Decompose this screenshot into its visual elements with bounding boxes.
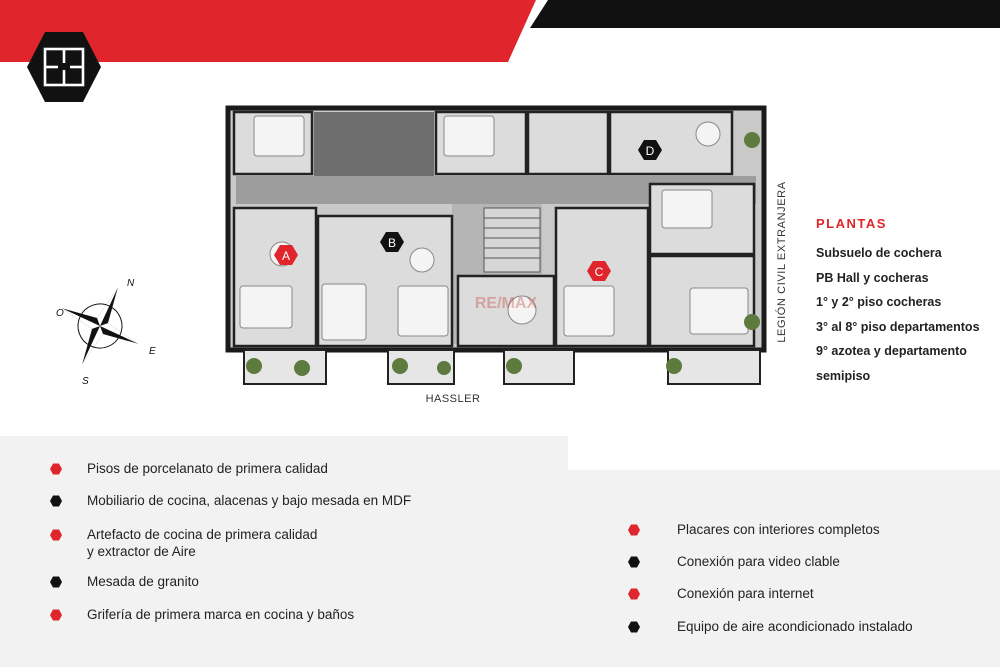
svg-text:A: A bbox=[281, 249, 291, 263]
plantas-item: PB Hall y cocheras bbox=[816, 270, 929, 285]
floor-plan-icon bbox=[26, 30, 102, 104]
feature-item-continued: y extractor de Aire bbox=[87, 544, 196, 559]
hex-bullet-icon bbox=[628, 524, 640, 536]
feature-item: Conexión para internet bbox=[677, 586, 814, 601]
plantas-item: 1° y 2° piso cocheras bbox=[816, 295, 942, 310]
svg-text:C: C bbox=[594, 265, 604, 279]
feature-item: Mobiliario de cocina, alacenas y bajo mesada en MDF bbox=[87, 493, 412, 508]
hex-bullet-icon bbox=[628, 621, 640, 633]
compass-south: S bbox=[82, 376, 89, 387]
compass-rose-icon bbox=[50, 268, 160, 388]
feature-item: Conexión para video clable bbox=[677, 554, 840, 569]
features-panel-right bbox=[568, 470, 1000, 667]
top-banner bbox=[0, 0, 1000, 62]
hex-bullet-icon bbox=[50, 495, 62, 507]
feature-item: Artefacto de cocina de primera calidad bbox=[87, 527, 318, 542]
hex-bullet-icon bbox=[50, 576, 62, 588]
plantas-item: Subsuelo de cochera bbox=[816, 246, 942, 260]
plantas-item: 9° azotea y departamento bbox=[816, 344, 967, 359]
plantas-item: semipiso bbox=[816, 368, 871, 383]
feature-item: Equipo de aire acondicionado instalado bbox=[677, 619, 913, 634]
features-panel-left bbox=[0, 436, 568, 667]
street-label-side: LEGIÓN CIVIL EXTRANJERA bbox=[776, 181, 788, 343]
hex-bullet-icon bbox=[628, 556, 640, 568]
street-label-front: HASSLER bbox=[425, 393, 481, 405]
hex-bullet-icon bbox=[50, 609, 62, 621]
svg-text:B: B bbox=[387, 236, 397, 250]
floor-plan bbox=[222, 104, 770, 390]
hex-bullet-icon bbox=[50, 463, 62, 475]
plantas-item: 3° al 8° piso departamentos bbox=[816, 319, 980, 334]
svg-text:D: D bbox=[645, 144, 655, 158]
compass-east: E bbox=[149, 346, 156, 357]
feature-item: Mesada de granito bbox=[87, 574, 199, 589]
feature-item: Pisos de porcelanato de primera calidad bbox=[87, 461, 328, 476]
watermark: RE/MAX bbox=[474, 295, 538, 312]
compass-west: O bbox=[56, 308, 64, 319]
black-banner bbox=[530, 0, 1000, 28]
hex-bullet-icon bbox=[50, 529, 62, 541]
feature-item: Grifería de primera marca en cocina y baños bbox=[87, 607, 355, 622]
plantas-list bbox=[816, 245, 980, 393]
hex-bullet-icon bbox=[628, 588, 640, 600]
compass-north: N bbox=[127, 278, 135, 289]
plantas-title: PLANTAS bbox=[816, 216, 887, 231]
feature-item: Placares con interiores completos bbox=[677, 522, 880, 537]
